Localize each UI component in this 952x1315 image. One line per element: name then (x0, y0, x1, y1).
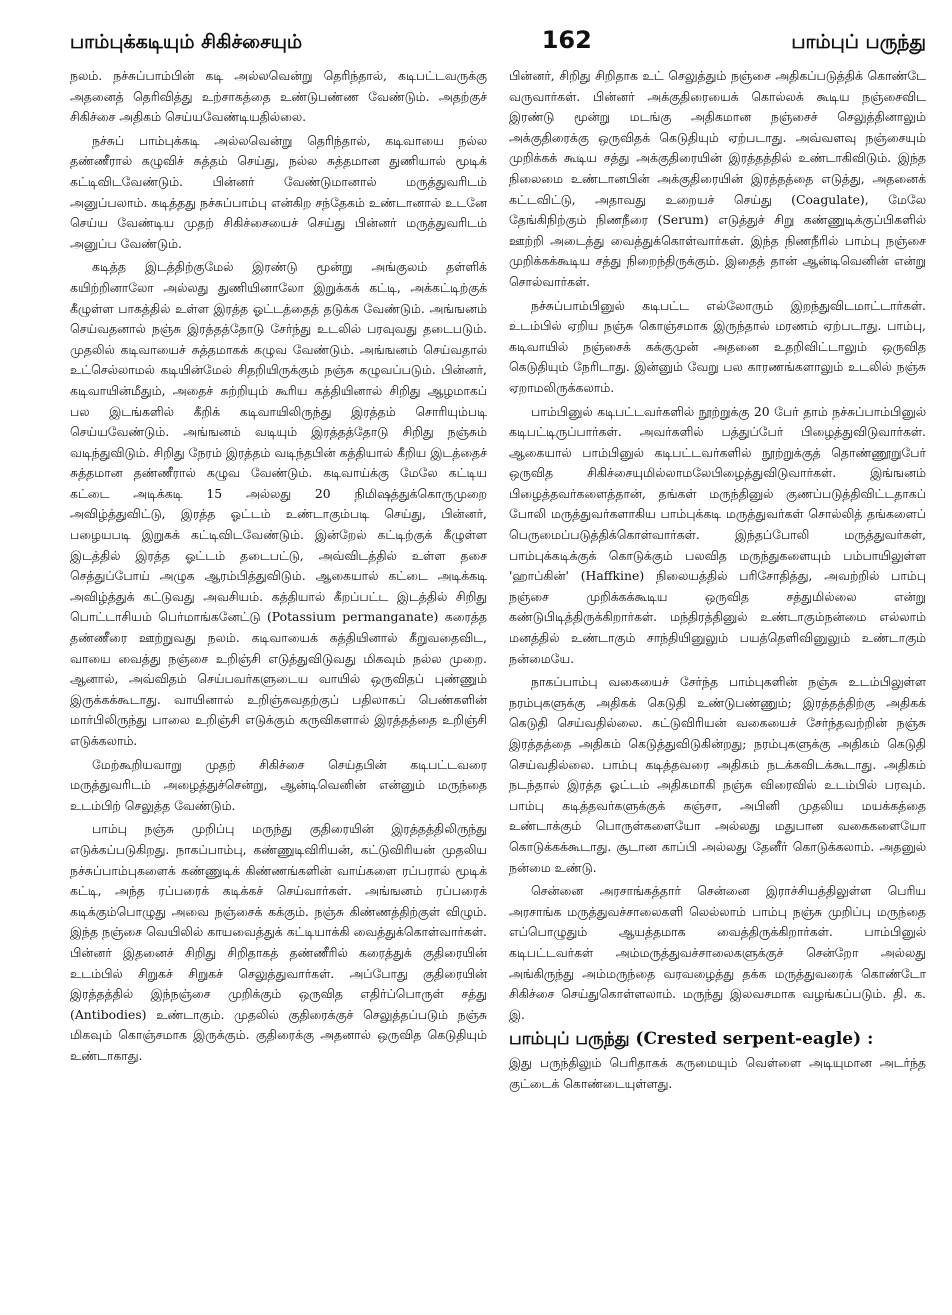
paragraph: நாகப்பாம்பு வகையைச் சேர்ந்த பாம்புகளின் நஞ்சு உடம்பிலுள்ள நரம்புகளுக்கு அதிகக் கெடுதி உண்டுபண்ணும்; இரத்தத்திற்கு அதிகக் கெடுதி செய்வதில்லை. கட்டுவிரியன் வகையைச் சேர்ந்தவற்றின் நஞ்சு இரத்தத்தை அதிகம் கெடுத்துவிடுகின்றது; நரம்புகளுக்கு அதிகம் கெடுதி செய்வதில்லை. பாம்பு கடித்தவரை அதிகம் நடக்கவிடக்கூடாது. அதிகம் நடந்தால் இரத்த ஓட்டம் அதிகமாகி நஞ்சு விரைவில் உடம்பில் பரவும். பாம்பு கடித்தவர்களுக்குக் கஞ்சா, அபினி முதலிய மயக்கத்தை உண்டாக்கும் பொருள்களையோ அல்லது மதுபான வகைகளையோ கொடுக்கக்கூடாது. சூடான காப்பி அல்லது தேனீர் கொடுக்கலாம். அதனுல் நன்மை உண்டு. (509, 674, 926, 875)
paragraph: கடித்த இடத்திற்குமேல் இரண்டு மூன்று அங்குலம் தள்ளிக் கயிற்றினாலோ அல்லது துணியினாலோ இறுக்கக் கட்டி, அக்கட்டிற்குக் கீழுள்ள பாகத்தில் உள்ள இரத்த ஓட்டத்தைத் தடுக்க வேண்டும். அங்ஙனம் செய்வதனால் நஞ்சு இரத்தத்தோடு சேர்ந்து உடலில் பரவுவது தடைபடும். முதலில் கடிவாயைச் சுத்தமாகக் கழுவ வேண்டும். அங்ஙனம் செய்வதால் உட்செல்லாமல் கடியின்மேல் சிதறியிருக்கும் நஞ்சு கழுவப்படும். பின்னர், கடிவாயின்மீதும், அதைச் சுற்றியும் கூரிய கத்தியினால் சிறிது ஆழமாகப் பல இடங்களில் கீறிக் கடிவாயிலிருந்து இரத்தம் சொரியும்படி செய்யவேண்டும். அங்ஙனம் வடியும் இரத்தத்தோடு சிறிது நஞ்சும் வடிந்துவிடும். சிறிது நேரம் இரத்தம் வடிந்தபின் கத்தியால் கீறிய இடத்தைச் சுத்தமான தண்ணீரால் கழுவ வேண்டும். கடிவாய்க்கு மேலே கட்டிய கட்டை அடிக்கடி 15 அல்லது 20 நிமிஷத்துக்கொருமுறை அவிழ்த்துவிட்டு, இரத்த ஓட்டம் உண்டாகும்படி செய்து, பின்னர், பழையபடி இறுகக் கட்டிவிடவேண்டும். இன்றேல் கட்டிற்குக் கீழுள்ள இடத்தில் இரத்த ஓட்டம் தடைபட்டு, அவ்விடத்தில் உள்ள தசை செத்துப்போய் அழுக ஆரம்பித்துவிடும். ஆகையால் கட்டை அடிக்கடி அவிழ்த்துக் கட்டுவது அவசியம். கத்தியால் கீறப்பட்ட இடத்தில் சிறிது பொட்டாசியம் பெர்மாங்கனேட்டு (Potassium permanganate) கரைத்த தண்ணீரை ஊற்றுவது நலம். கடிவாயைக் கத்தியினால் கீறுவதைவிட, வாயை வைத்து நஞ்சை உறிஞ்சி எடுத்துவிடுவது மிகவும் நல்ல முறை. ஆனால், அவ்விதம் செய்பவர்களுடைய வாயில் ஒருவிதப் புண்ணும் இருக்கக்கூடாது. வாயினால் உறிஞ்சுவதற்குப் பதிலாகப் பெண்களின் மார்பிலிருந்து பாலை உறிஞ்சி எடுக்கும் கருவிகளால் இரத்தத்தை உறிஞ்சி எடுக்கலாம். (70, 259, 487, 748)
paragraph: பின்னர், சிறிது சிறிதாக உட் செலுத்தும் நஞ்சை அதிகப்படுத்திக் கொண்டே வருவார்கள். பின்னர் அக்குதிரையைக் கொல்லக் கூடிய நஞ்சைவிட இரண்டு மூன்று மடங்கு அதிகமான நஞ்சைச் செலுத்தினாலும் அக்குதிரைக்கு ஒருவிதக் கெடுதியும் ஏற்படாது. அவ்வளவு நஞ்சையும் முறிக்கக் கூடிய சத்து அக்குதிரையின் இரத்தத்தில் உண்டாகிவிடும். இந்த நிலைமை உண்டானபின் அக்குதிரையின் இரத்தத்தை எடுத்து, அதனைக் கட்டவிட்டு, அதாவது உறையச் செய்து (Coagulate), மேலே தேங்கிநிற்கும் நிணநீரை (Serum) எடுத்துச் சிறு கண்ணுடிக்குப்பிகளில் ஊற்றி அடைத்து வைத்துக்கொள்வார்கள். இந்த நிணநீரில் பாம்பு நஞ்சை முறிக்கக்கூடிய சத்து நிறைந்திருக்கும். இதைத் தான் ஆன்டிவெனின் என்று சொல்வார்கள். (509, 68, 926, 289)
two-column-body (70, 66, 926, 1311)
running-head-left: பாம்புக்கடியும் சிகிச்சையும் (70, 31, 303, 53)
paragraph: பாம்பினுல் கடிபட்டவர்களில் நூற்றுக்கு 20 பேர் தாம் நச்சுப்பாம்பினுல் கடிபட்டிருப்பார்கள். அவர்களில் பத்துப்பேர் பிழைத்துவிடுவார்கள். ஆகையால் பாம்பினுல் கடிபட்டவர்களில் நூற்றுக்குத் தொண்ணூறுபேர் ஒருவித சிகிச்சையுமில்லாமலேபிழைத்துவிடுவார்கள். இங்ஙனம் பிழைத்தவர்களைத்தான், தங்கள் மருந்தினுல் குணப்படுத்திவிட்டதாகப் போலி மருத்துவர்களாகிய பாம்புக்கடி மருத்துவர்கள் சொல்லித் தங்களைப் பெருமைப்படுத்திக்கொள்வார்கள். இந்தப்போலி மருத்துவர்கள், பாம்புக்கடிக்குக் கொடுக்கும் பலவித மருந்துகளையும் பம்பாயிலுள்ள 'ஹாப்கின்' (Haffkine) நிலையத்தில் பரிசோதித்து, அவற்றில் பாம்பு நஞ்சை முறிக்கக்கூடிய ஒருவித சத்துமில்லை என்று கண்டுபிடித்திருக்கிறார்கள். மந்திரத்தினுல் உண்டாகும்நன்மை எல்லாம் மனத்தில் உண்டாகும் சாந்தியினுலும் பயத்தெளிவினுலும் உண்டாகும் நன்மையே. (509, 403, 926, 666)
page-header (70, 26, 926, 66)
paragraph: மேற்கூறியவாறு முதற் சிகிச்சை செய்தபின் கடிபட்டவரை மருத்துவரிடம் அழைத்துச்சென்று, ஆன்டிவெனின் என்னும் மருந்தை உடம்பிற் செலுத்த வேண்டும். (70, 756, 487, 813)
paragraph: நச்சுப்பாம்பினுல் கடிபட்ட எல்லோரும் இறந்துவிடமாட்டார்கள். உடம்பில் ஏறிய நஞ்சு கொஞ்சமாக இருந்தால் மரணம் ஏற்படாது. பாம்பு, கடிவாயில் நஞ்சைக் கக்குமுன் அதனை உதறிவிட்டாலும் ஒருவித கெடுதியும் நேரிடாது. இன்னும் வேறு பல காரணங்களாலும் உடலில் நஞ்சு ஏறாமலிருக்கலாம். (509, 297, 926, 395)
paragraph: நலம். நச்சுப்பாம்பின் கடி அல்லவென்று தெரிந்தால், கடிபட்டவருக்கு அதனைத் தெரிவித்து உற்சாகத்தை உண்டுபண்ண வேண்டும். அதற்குச் சிகிச்சை அதிகம் செய்யவேண்டியதில்லை. (70, 68, 487, 125)
left-column (70, 66, 487, 1311)
running-head-right: பாம்புப் பருந்து (791, 31, 926, 53)
paragraph: சென்னை அரசாங்கத்தார் சென்னை இராச்சியத்திலுள்ள பெரிய அரசாங்க மருத்துவச்சாலைகளி லெல்லாம் பாம்பு நஞ்சு முறிப்பு மருந்தை எப்பொழுதும் ஆயத்தமாக வைத்திருக்கிறார்கள். பாம்பினுல் கடிபட்டவர்கள் அம்மருத்துவச்சாலைகளுக்குச் சென்றோ அல்லது அங்கிருந்து அம்மருந்தை வரவழைத்து தக்க மருத்துவரைக் கொண்டோ சிகிச்சை செய்துகொள்ளலாம். மருந்து இலவசமாக வழங்கப்படும். தி. க. இ. (509, 883, 926, 1022)
page-number: 162 (541, 26, 592, 54)
entry-heading: பாம்புப் பருந்து (Crested serpent-eagle) : (509, 1029, 874, 1050)
paragraph: பாம்பு நஞ்சு முறிப்பு மருந்து குதிரையின் இரத்தத்திலிருந்து எடுக்கப்படுகிறது. நாகப்பாம்பு, கண்ணுடிவிரியன், கட்டுவிரியன் முதலிய நச்சுப்பாம்புகளைக் கண்ணுடிக் கிண்ணங்களின் வாய்களை ரப்பரால் மூடிக் கட்டி, அந்த ரப்பரைக் கடிக்கச் செய்வார்கள். அங்ஙனம் ரப்பரைக் கடிக்கும்பொழுது அவை நஞ்சைக் கக்கும். நஞ்சு கிண்ணத்திற்குள் விழும். இந்த நஞ்சை வெயிலில் காயவைத்துக் கட்டியாக்கி வைத்துக்கொள்வார்கள். பின்னர் இதனைச் சிறிது சிறிதாகத் தண்ணீரில் கரைத்துக் குதிரையின் உடம்பில் சிறுகச் சிறுகச் செலுத்துவார்கள். அப்போது குதிரையின் இரத்தத்தில் இந்நஞ்சை முறிக்கும் ஒருவித எதிர்ப்பொருள் சத்து (Antibodies) உண்டாகும். முதலில் குதிரைக்குச் செலுத்தப்படும் நஞ்சு மிகவும் கொஞ்சமாக இருக்கும். குதிரைக்கு அதனால் ஒருவித கெடுதியும் உண்டாகாது. (70, 821, 487, 1063)
paragraph: இது பருந்திலும் பெரிதாகக் கருமையும் வெள்ளை அடியுமான அடர்ந்த குட்டைக் கொண்டையுள்ளது. (509, 1054, 926, 1091)
right-column (509, 66, 926, 1311)
paragraph: நச்சுப் பாம்புக்கடி அல்லவென்று தெரிந்தால், கடிவாயை நல்ல தண்ணீரால் கழுவிச் சுத்தம் செய்து, நல்ல சுத்தமான துணியால் மூடிக் கட்டிவிடவேண்டும். பின்னர் வேண்டுமானால் மருத்துவரிடம் அனுப்பலாம். கடித்தது நச்சுப்பாம்பு என்கிற சந்தேகம் உண்டானால் உடனே செய்ய வேண்டிய முதற் சிகிச்சையைச் செய்து பின்னர் மருத்துவரிடம் அனுப்ப வேண்டும். (70, 132, 487, 251)
